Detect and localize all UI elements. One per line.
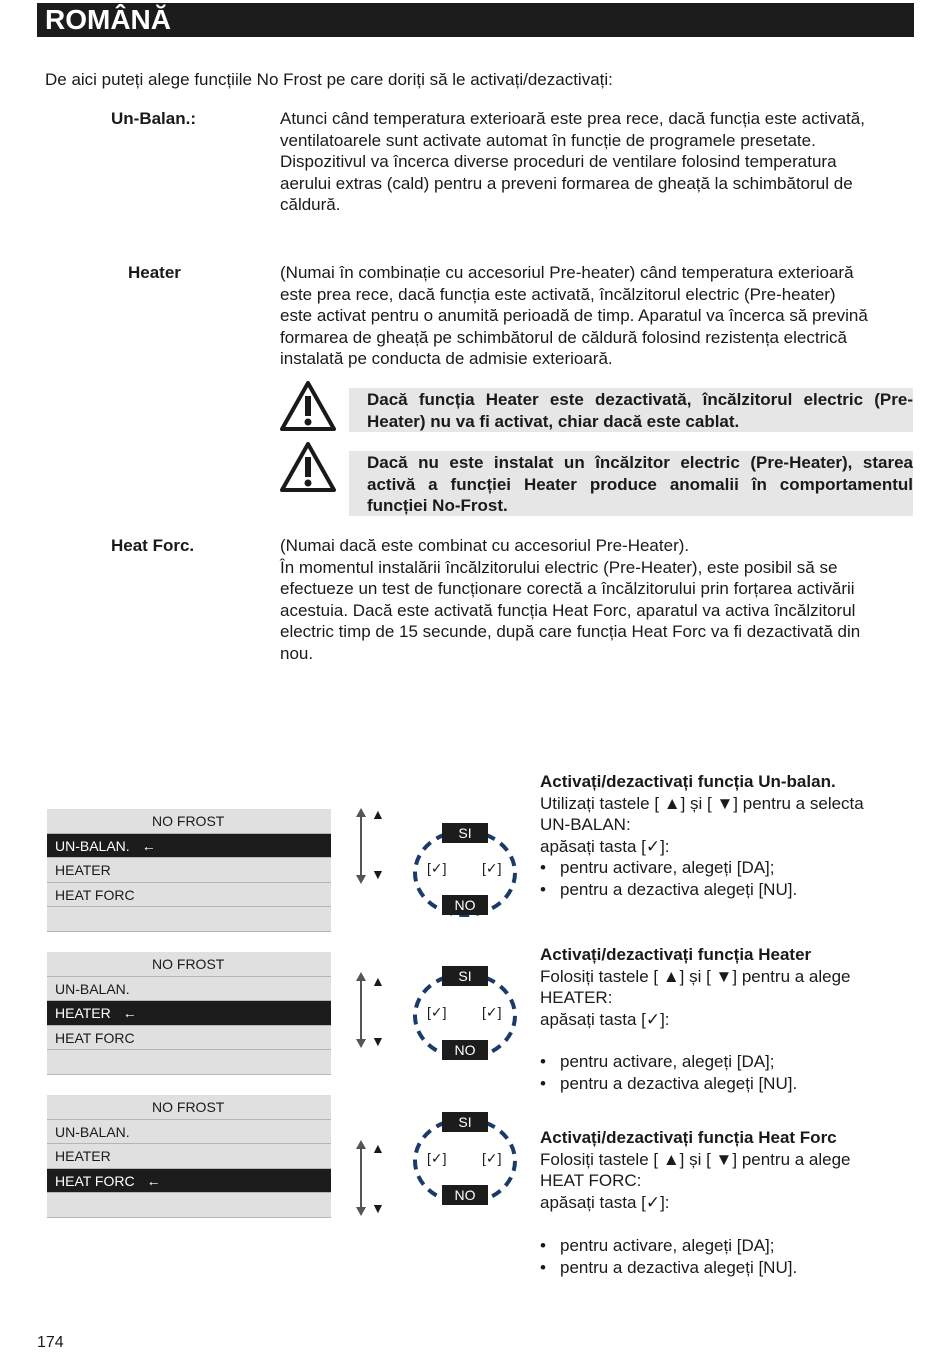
menu-item-heat-forc[interactable]: HEAT FORC [47,1026,331,1051]
menu-item-empty [47,1193,331,1218]
menu-item-heat-forc[interactable] [47,1169,331,1194]
menu-item-label: HEATER [55,1005,111,1021]
arrow-left-icon: ← [122,1005,137,1021]
yes-key[interactable]: SI [442,966,488,986]
menu-screen-heat-forc [47,1095,331,1218]
yes-key[interactable]: SI [442,1112,488,1132]
menu-item-un-balan[interactable]: UN-BALAN. [47,977,331,1002]
desc-line: formarea de gheață pe schimbătorul de căldură folosind rezistența electrică [280,327,847,347]
menu-item-un-balan[interactable] [47,834,331,859]
instr-line: Folosiți tastele [ ▲] și [ ▼] pentru a alege [540,1149,851,1169]
instr-heading: Activați/dezactivați funcția Un-balan. [540,772,836,791]
arrow-left-icon: ← [141,837,156,854]
instr-line: apăsați tasta [✓]: [540,836,670,856]
up-key[interactable]: ▲ [371,806,385,822]
instructions-heater [540,944,920,1094]
ok-key[interactable]: [✓] [482,1004,502,1020]
desc-line: căldură. [280,195,341,214]
menu-screen-heater [47,952,331,1075]
instructions-un-balan [540,771,920,900]
ok-key[interactable]: [✓] [482,1150,502,1166]
desc-line: efectueze un test de funcționare corectă a încălzitorului prin forțarea activării [280,579,855,598]
desc-line: aerului extras (cald) pentru a preveni formarea de gheață la schimbătorul de [280,173,853,193]
desc-line: Dispozitivul va încerca diverse proceduri de ventilare folosind temperatura [280,152,837,171]
down-key[interactable]: ▼ [371,866,385,882]
instr-list [540,1051,920,1094]
instr-heading: Activați/dezactivați funcția Heater [540,945,812,964]
desc-heat-forc [280,535,905,664]
menu-title: NO FROST [47,952,331,977]
desc-line: (Numai dacă este combinat cu accesoriul Pre-Heater). [280,536,690,555]
instr-line: apăsați tasta [✓]: [540,1192,670,1212]
up-down-arrow-icon [350,972,372,1048]
menu-item-heater[interactable]: HEATER [47,858,331,883]
term-heater: Heater [128,263,181,282]
menu-item-label: UN-BALAN. [55,837,130,854]
desc-line: ventilatoarele sunt activate automat în funcție de programele presetate. [280,130,816,150]
desc-line: este activat pentru o anumită perioadă de timp. Aparatul va încerca să prevină [280,306,868,325]
ok-key[interactable]: [✓] [427,1150,447,1166]
instr-list [540,857,920,900]
menu-item-heater[interactable] [47,1001,331,1026]
warning-box-heater: Dacă funcția Heater este dezactivată, încălzitorul electric (Pre-Heater) nu va fi activat, chiar dacă este cablat. [349,388,913,432]
warning-icon [280,441,336,493]
up-key[interactable]: ▲ [371,973,385,989]
arrow-left-icon: ← [146,1172,161,1189]
menu-item-heater[interactable]: HEATER [47,1144,331,1169]
instr-heading: Activați/dezactivați funcția Heat Forc [540,1128,837,1147]
instructions-heat-forc [540,1127,920,1278]
list-item: • pentru activare, alegeți [DA]; [560,1051,920,1073]
desc-line: instalată pe conducta de admisie exterioară. [280,349,613,368]
desc-line: În momentul instalării încălzitorului electric (Pre-Heater), este posibil să se [280,557,838,577]
instr-line: HEAT FORC: [540,1171,642,1190]
list-item: • pentru a dezactiva alegeți [NU]. [560,879,920,901]
warning-icon [280,380,336,432]
warning-box-preheater: Dacă nu este instalat un încălzitor electric (Pre-Heater), starea activă a funcției Heater produce anomalii în comportamentul funcției No-Frost. [349,451,913,516]
menu-screen-un-balan [47,809,331,932]
desc-line: acestuia. Dacă este activată funcția Heat Forc, aparatul va activa încălzitorul [280,600,856,620]
list-item: • pentru activare, alegeți [DA]; [560,1235,920,1257]
no-key[interactable]: NO [442,895,488,915]
desc-line: Atunci când temperatura exterioară este prea rece, dacă funcția este activată, [280,109,865,128]
menu-item-un-balan[interactable]: UN-BALAN. [47,1120,331,1145]
desc-un-balan [280,108,905,216]
menu-title: NO FROST [47,1095,331,1120]
ok-key[interactable]: [✓] [427,1004,447,1020]
ok-key[interactable]: [✓] [427,860,447,876]
page-header: ROMÂNĂ [37,3,914,37]
instr-list [540,1235,920,1278]
list-item: • pentru a dezactiva alegeți [NU]. [560,1073,920,1095]
instr-line: UN-BALAN: [540,815,631,834]
no-key[interactable]: NO [442,1185,488,1205]
instr-line: HEATER: [540,988,613,1007]
ok-key[interactable]: [✓] [482,860,502,876]
desc-heater [280,262,905,370]
page-number: 174 [37,1334,64,1351]
menu-item-label: HEAT FORC [55,1172,135,1189]
intro-text: De aici puteți alege funcțiile No Frost pe care doriți să le activați/dezactivați: [45,70,613,89]
instr-line: apăsați tasta [✓]: [540,1009,670,1029]
list-item: • pentru activare, alegeți [DA]; [560,857,920,879]
desc-line: este prea rece, dacă funcția este activată, încălzitorul electric (Pre-heater) [280,284,836,304]
instr-line: Folosiți tastele [ ▲] și [ ▼] pentru a alege [540,966,851,986]
desc-line: nou. [280,643,314,663]
term-un-balan: Un-Balan.: [111,109,196,128]
up-down-arrow-icon [350,808,372,884]
down-key[interactable]: ▼ [371,1200,385,1216]
up-down-arrow-icon [350,1140,372,1216]
desc-line: electric timp de 15 secunde, după care funcția Heat Forc va fi dezactivată din [280,622,861,641]
menu-item-empty [47,1050,331,1075]
menu-title: NO FROST [47,809,331,834]
up-key[interactable]: ▲ [371,1140,385,1156]
menu-item-empty [47,907,331,932]
instr-line: Utilizați tastele [ ▲] și [ ▼] pentru a selecta [540,793,864,813]
desc-line: (Numai în combinație cu accesoriul Pre-heater) când temperatura exterioară [280,263,854,282]
term-heat-forc: Heat Forc. [111,536,195,555]
menu-item-heat-forc[interactable]: HEAT FORC [47,883,331,908]
no-key[interactable]: NO [442,1040,488,1060]
down-key[interactable]: ▼ [371,1033,385,1049]
list-item: • pentru a dezactiva alegeți [NU]. [560,1257,920,1279]
yes-key[interactable]: SI [442,823,488,843]
